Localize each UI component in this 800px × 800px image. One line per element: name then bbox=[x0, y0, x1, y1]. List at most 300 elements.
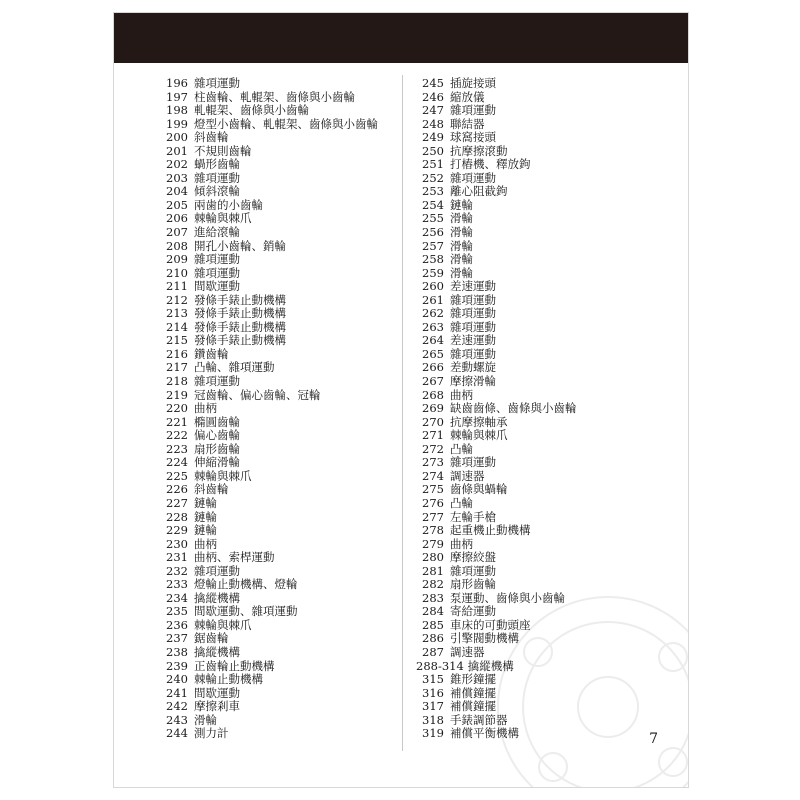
entry-title: 發條手錶止動機構 bbox=[194, 333, 286, 348]
entry-number: 246 bbox=[422, 89, 444, 104]
index-entry bbox=[416, 551, 656, 565]
index-entry bbox=[416, 632, 656, 646]
entry-title: 雜項運動 bbox=[450, 319, 496, 334]
index-entry bbox=[416, 483, 656, 497]
index-entry bbox=[160, 714, 400, 728]
index-entry bbox=[160, 443, 400, 457]
entry-title: 球窩接頭 bbox=[450, 130, 496, 145]
entry-title: 差速運動 bbox=[450, 279, 496, 294]
entry-number: 265 bbox=[422, 346, 444, 361]
entry-title: 雜項運動 bbox=[450, 170, 496, 185]
entry-number: 242 bbox=[166, 699, 188, 714]
entry-title: 雜項運動 bbox=[450, 346, 496, 361]
entry-title: 摩擦剎車 bbox=[194, 699, 240, 714]
index-entry bbox=[160, 578, 400, 592]
entry-number: 259 bbox=[422, 265, 444, 280]
entry-title: 錐形鐘擺 bbox=[450, 672, 496, 687]
index-entry bbox=[160, 145, 400, 159]
index-entry bbox=[416, 673, 656, 687]
entry-title: 發條手錶止動機構 bbox=[194, 319, 286, 334]
entry-number: 241 bbox=[166, 685, 188, 700]
index-entry bbox=[160, 619, 400, 633]
index-entry bbox=[416, 646, 656, 660]
index-entry bbox=[160, 104, 400, 118]
index-column-left bbox=[160, 77, 400, 741]
index-entry bbox=[416, 524, 656, 538]
index-entry bbox=[416, 307, 656, 321]
entry-number: 282 bbox=[422, 577, 444, 592]
entry-title: 引擎閥動機構 bbox=[450, 631, 519, 646]
entry-number: 256 bbox=[422, 225, 444, 240]
index-entry bbox=[416, 429, 656, 443]
index-entry bbox=[160, 158, 400, 172]
index-entry bbox=[416, 280, 656, 294]
entry-title: 抗摩擦軸承 bbox=[450, 414, 508, 429]
entry-title: 鏈輪 bbox=[194, 523, 217, 538]
index-entry bbox=[160, 185, 400, 199]
entry-number: 316 bbox=[422, 685, 444, 700]
index-entry bbox=[416, 294, 656, 308]
index-entry bbox=[160, 118, 400, 132]
entry-number: 204 bbox=[166, 184, 188, 199]
index-entry bbox=[160, 402, 400, 416]
index-entry bbox=[416, 619, 656, 633]
entry-number: 249 bbox=[422, 130, 444, 145]
index-entry bbox=[416, 145, 656, 159]
entry-number: 208 bbox=[166, 238, 188, 253]
index-entry bbox=[416, 497, 656, 511]
entry-title: 測力計 bbox=[194, 726, 229, 741]
entry-number: 226 bbox=[166, 482, 188, 497]
entry-title: 發條手錶止動機構 bbox=[194, 292, 286, 307]
index-entry bbox=[160, 646, 400, 660]
entry-title: 扇形齒輪 bbox=[194, 441, 240, 456]
entry-number: 315 bbox=[422, 672, 444, 687]
entry-title: 雜項運動 bbox=[194, 374, 240, 389]
entry-number: 231 bbox=[166, 550, 188, 565]
entry-number: 278 bbox=[422, 523, 444, 538]
index-entry bbox=[160, 361, 400, 375]
entry-number: 273 bbox=[422, 455, 444, 470]
index-entry bbox=[160, 511, 400, 525]
index-entry bbox=[160, 524, 400, 538]
index-entry bbox=[416, 334, 656, 348]
index-entry bbox=[416, 77, 656, 91]
entry-title: 蝸形齒輪 bbox=[194, 157, 240, 172]
index-entry bbox=[416, 240, 656, 254]
index-entry bbox=[416, 456, 656, 470]
entry-number: 258 bbox=[422, 252, 444, 267]
entry-title: 軋輥架、齒條與小齒輪 bbox=[194, 103, 309, 118]
index-entry bbox=[160, 321, 400, 335]
index-entry bbox=[160, 538, 400, 552]
index-entry bbox=[160, 240, 400, 254]
index-entry bbox=[160, 375, 400, 389]
index-entry bbox=[416, 212, 656, 226]
header-bar bbox=[114, 13, 688, 63]
index-entry bbox=[160, 700, 400, 714]
entry-number: 240 bbox=[166, 672, 188, 687]
entry-title: 鑽齒輪 bbox=[194, 346, 229, 361]
entry-title: 橢圓齒輪 bbox=[194, 414, 240, 429]
entry-title: 左輪手槍 bbox=[450, 509, 496, 524]
index-entry bbox=[416, 578, 656, 592]
entry-title: 雜項運動 bbox=[194, 76, 240, 90]
index-entry bbox=[160, 91, 400, 105]
index-entry bbox=[416, 375, 656, 389]
entry-number: 221 bbox=[166, 414, 188, 429]
entry-title: 打樁機、釋放鉤 bbox=[450, 157, 531, 172]
entry-title: 燈輪止動機構、燈輪 bbox=[194, 577, 298, 592]
entry-title: 凸輪 bbox=[450, 441, 473, 456]
entry-title: 鏈輪 bbox=[450, 197, 473, 212]
entry-title: 雜項運動 bbox=[194, 563, 240, 578]
entry-number: 228 bbox=[166, 509, 188, 524]
entry-title: 擒縱機構 bbox=[194, 644, 240, 659]
entry-number: 281 bbox=[422, 563, 444, 578]
index-entry bbox=[416, 389, 656, 403]
entry-title: 插旋接頭 bbox=[450, 76, 496, 90]
entry-title: 滑輪 bbox=[450, 225, 473, 240]
index-entry bbox=[416, 402, 656, 416]
entry-title: 雜項運動 bbox=[450, 103, 496, 118]
entry-number: 287 bbox=[422, 644, 444, 659]
entry-title: 發條手錶止動機構 bbox=[194, 306, 286, 321]
index-entry bbox=[160, 687, 400, 701]
entry-number: 220 bbox=[166, 401, 188, 416]
entry-number: 266 bbox=[422, 360, 444, 375]
index-entry bbox=[416, 565, 656, 579]
entry-number: 210 bbox=[166, 265, 188, 280]
index-entry bbox=[416, 91, 656, 105]
entry-title: 滑輪 bbox=[450, 265, 473, 280]
entry-number: 285 bbox=[422, 617, 444, 632]
entry-number: 227 bbox=[166, 495, 188, 510]
entry-number: 206 bbox=[166, 211, 188, 226]
index-entry bbox=[160, 348, 400, 362]
index-entry bbox=[160, 456, 400, 470]
entry-title: 手錶調節器 bbox=[450, 712, 508, 727]
entry-number: 279 bbox=[422, 536, 444, 551]
entry-number: 319 bbox=[422, 726, 444, 741]
entry-title: 滑輪 bbox=[450, 211, 473, 226]
entry-title: 冠齒輪、偏心齒輪、冠輪 bbox=[194, 387, 321, 402]
entry-number: 254 bbox=[422, 197, 444, 212]
index-entry bbox=[160, 307, 400, 321]
entry-title: 進給滾輪 bbox=[194, 225, 240, 240]
entry-number: 237 bbox=[166, 631, 188, 646]
entry-number: 260 bbox=[422, 279, 444, 294]
entry-number: 267 bbox=[422, 374, 444, 389]
index-entry bbox=[160, 632, 400, 646]
entry-title: 擒縱機構 bbox=[194, 590, 240, 605]
index-entry bbox=[160, 389, 400, 403]
index-entry bbox=[160, 551, 400, 565]
entry-number: 202 bbox=[166, 157, 188, 172]
entry-number: 255 bbox=[422, 211, 444, 226]
entry-title: 補償平衡機構 bbox=[450, 726, 519, 741]
entry-title: 聯結器 bbox=[450, 116, 485, 131]
entry-title: 鋸齒輪 bbox=[194, 631, 229, 646]
entry-number: 275 bbox=[422, 482, 444, 497]
entry-title: 間歇運動 bbox=[194, 279, 240, 294]
entry-number: 223 bbox=[166, 441, 188, 456]
entry-title: 正齒輪止動機構 bbox=[194, 658, 275, 673]
entry-number: 252 bbox=[422, 170, 444, 185]
entry-title: 曲柄 bbox=[450, 387, 473, 402]
entry-number: 209 bbox=[166, 252, 188, 267]
entry-title: 泵運動、齒條與小齒輪 bbox=[450, 590, 565, 605]
entry-title: 棘輪與棘爪 bbox=[450, 428, 508, 443]
entry-title: 偏心齒輪 bbox=[194, 428, 240, 443]
index-entry bbox=[160, 226, 400, 240]
entry-number: 269 bbox=[422, 401, 444, 416]
entry-number: 230 bbox=[166, 536, 188, 551]
book-page bbox=[113, 12, 689, 788]
entry-number: 199 bbox=[166, 116, 188, 131]
entry-number: 222 bbox=[166, 428, 188, 443]
entry-title: 開孔小齒輪、銷輪 bbox=[194, 238, 286, 253]
entry-number: 213 bbox=[166, 306, 188, 321]
index-entry bbox=[416, 253, 656, 267]
entry-title: 棘輪與棘爪 bbox=[194, 211, 252, 226]
entry-title: 雜項運動 bbox=[450, 455, 496, 470]
entry-number: 277 bbox=[422, 509, 444, 524]
index-entry bbox=[160, 334, 400, 348]
entry-title: 補償鐘擺 bbox=[450, 685, 496, 700]
entry-title: 鏈輪 bbox=[194, 495, 217, 510]
entry-title: 差動螺旋 bbox=[450, 360, 496, 375]
entry-title: 曲柄 bbox=[450, 536, 473, 551]
entry-title: 起重機止動機構 bbox=[450, 523, 531, 538]
entry-title: 斜齒輪 bbox=[194, 482, 229, 497]
index-entry bbox=[416, 104, 656, 118]
entry-number: 271 bbox=[422, 428, 444, 443]
entry-number: 197 bbox=[166, 89, 188, 104]
entry-number: 211 bbox=[166, 279, 188, 294]
index-entry bbox=[416, 714, 656, 728]
entry-number: 225 bbox=[166, 468, 188, 483]
entry-title: 鏈輪 bbox=[194, 509, 217, 524]
entry-number: 232 bbox=[166, 563, 188, 578]
entry-title: 離心阻截鉤 bbox=[450, 184, 508, 199]
entry-number: 257 bbox=[422, 238, 444, 253]
entry-title: 雜項運動 bbox=[450, 306, 496, 321]
entry-title: 補償鐘擺 bbox=[450, 699, 496, 714]
entry-title: 棘輪與棘爪 bbox=[194, 468, 252, 483]
entry-number: 214 bbox=[166, 319, 188, 334]
entry-number: 318 bbox=[422, 712, 444, 727]
entry-title: 燈型小齒輪、軋輥架、齒條與小齒輪 bbox=[194, 116, 378, 131]
entry-number: 234 bbox=[166, 590, 188, 605]
index-entry bbox=[160, 294, 400, 308]
index-entry bbox=[160, 267, 400, 281]
entry-title: 曲柄 bbox=[194, 401, 217, 416]
index-entry bbox=[416, 321, 656, 335]
entry-title: 斜齒輪 bbox=[194, 130, 229, 145]
entry-title: 棘輪止動機構 bbox=[194, 672, 263, 687]
entry-title: 雜項運動 bbox=[450, 292, 496, 307]
index-entry bbox=[160, 429, 400, 443]
index-entry bbox=[160, 727, 400, 741]
index-entry bbox=[416, 226, 656, 240]
entry-title: 雜項運動 bbox=[194, 265, 240, 280]
entry-number: 198 bbox=[166, 103, 188, 118]
entry-number: 238 bbox=[166, 644, 188, 659]
entry-number: 286 bbox=[422, 631, 444, 646]
entry-number: 280 bbox=[422, 550, 444, 565]
entry-title: 抗摩擦滾動 bbox=[450, 143, 508, 158]
index-entry bbox=[416, 511, 656, 525]
index-entry bbox=[416, 700, 656, 714]
entry-title: 雜項運動 bbox=[450, 563, 496, 578]
index-entry bbox=[416, 416, 656, 430]
index-entry bbox=[416, 592, 656, 606]
entry-title: 雜項運動 bbox=[194, 170, 240, 185]
entry-title: 兩歯的小齒輪 bbox=[194, 197, 263, 212]
entry-number: 253 bbox=[422, 184, 444, 199]
index-entry bbox=[416, 131, 656, 145]
entry-title: 寄給運動 bbox=[450, 604, 496, 619]
index-entry bbox=[416, 172, 656, 186]
entry-number: 239 bbox=[166, 658, 188, 673]
index-entry bbox=[160, 660, 400, 674]
index-entry bbox=[416, 118, 656, 132]
index-entry bbox=[416, 185, 656, 199]
entry-title: 摩擦絞盤 bbox=[450, 550, 496, 565]
entry-number: 218 bbox=[166, 374, 188, 389]
entry-number: 247 bbox=[422, 103, 444, 118]
index-entry bbox=[160, 131, 400, 145]
entry-number: 270 bbox=[422, 414, 444, 429]
entry-number: 264 bbox=[422, 333, 444, 348]
index-entry bbox=[160, 172, 400, 186]
entry-number: 229 bbox=[166, 523, 188, 538]
entry-number: 236 bbox=[166, 617, 188, 632]
index-entry bbox=[160, 253, 400, 267]
entry-title: 滑輪 bbox=[450, 252, 473, 267]
entry-number: 243 bbox=[166, 712, 188, 727]
entry-number: 288-314 bbox=[416, 658, 464, 673]
index-entry bbox=[416, 727, 656, 741]
entry-number: 250 bbox=[422, 143, 444, 158]
entry-number: 233 bbox=[166, 577, 188, 592]
entry-title: 車床的可動頭座 bbox=[450, 617, 531, 632]
entry-number: 251 bbox=[422, 157, 444, 172]
index-entry bbox=[160, 673, 400, 687]
index-entry bbox=[160, 470, 400, 484]
column-divider bbox=[402, 75, 403, 751]
index-entry bbox=[416, 605, 656, 619]
entry-number: 216 bbox=[166, 346, 188, 361]
entry-number: 248 bbox=[422, 116, 444, 131]
entry-number: 283 bbox=[422, 590, 444, 605]
index-entry bbox=[160, 199, 400, 213]
entry-number: 317 bbox=[422, 699, 444, 714]
entry-title: 間歇運動 bbox=[194, 685, 240, 700]
entry-number: 263 bbox=[422, 319, 444, 334]
entry-title: 縮放儀 bbox=[450, 89, 485, 104]
index-entry bbox=[160, 212, 400, 226]
entry-title: 伸縮滑輪 bbox=[194, 455, 240, 470]
entry-number: 261 bbox=[422, 292, 444, 307]
index-entry bbox=[416, 687, 656, 701]
index-entry bbox=[416, 361, 656, 375]
entry-title: 柱齒輪、軋輥架、齒條與小齒輪 bbox=[194, 89, 355, 104]
entry-number: 235 bbox=[166, 604, 188, 619]
index-entry bbox=[416, 199, 656, 213]
entry-number: 274 bbox=[422, 468, 444, 483]
entry-number: 262 bbox=[422, 306, 444, 321]
entry-title: 曲柄 bbox=[194, 536, 217, 551]
entry-title: 齒條與蝸輪 bbox=[450, 482, 508, 497]
entry-title: 滑輪 bbox=[194, 712, 217, 727]
index-entry bbox=[416, 660, 656, 674]
entry-number: 245 bbox=[422, 76, 444, 90]
entry-title: 雜項運動 bbox=[194, 252, 240, 267]
entry-title: 扇形齒輪 bbox=[450, 577, 496, 592]
entry-title: 滑輪 bbox=[450, 238, 473, 253]
index-entry bbox=[416, 470, 656, 484]
index-entry bbox=[160, 416, 400, 430]
index-entry bbox=[160, 592, 400, 606]
entry-number: 196 bbox=[166, 76, 188, 90]
entry-title: 凸輪 bbox=[450, 495, 473, 510]
entry-title: 不規則齒輪 bbox=[194, 143, 252, 158]
entry-number: 276 bbox=[422, 495, 444, 510]
entry-title: 傾斜滾輪 bbox=[194, 184, 240, 199]
entry-number: 284 bbox=[422, 604, 444, 619]
entry-title: 間歇運動、雜項運動 bbox=[194, 604, 298, 619]
index-entry bbox=[160, 483, 400, 497]
index-entry bbox=[416, 348, 656, 362]
entry-title: 曲柄、索桿運動 bbox=[194, 550, 275, 565]
entry-number: 207 bbox=[166, 225, 188, 240]
entry-number: 200 bbox=[166, 130, 188, 145]
entry-title: 摩擦滑輪 bbox=[450, 374, 496, 389]
entry-title: 凸輪、雜項運動 bbox=[194, 360, 275, 375]
entry-number: 217 bbox=[166, 360, 188, 375]
entry-title: 調速器 bbox=[450, 468, 485, 483]
entry-number: 224 bbox=[166, 455, 188, 470]
entry-number: 201 bbox=[166, 143, 188, 158]
entry-title: 擒縱機構 bbox=[467, 658, 514, 673]
index-entry bbox=[416, 267, 656, 281]
index-entry bbox=[416, 158, 656, 172]
entry-number: 268 bbox=[422, 387, 444, 402]
entry-number: 212 bbox=[166, 292, 188, 307]
index-entry bbox=[160, 565, 400, 579]
entry-number: 244 bbox=[166, 726, 188, 741]
entry-title: 調速器 bbox=[450, 644, 485, 659]
index-entry bbox=[160, 497, 400, 511]
index-column-right bbox=[416, 77, 656, 741]
entry-title: 缺齒齒條、齒條與小齒輪 bbox=[450, 401, 577, 416]
entry-number: 215 bbox=[166, 333, 188, 348]
index-entry bbox=[416, 443, 656, 457]
entry-number: 203 bbox=[166, 170, 188, 185]
page-number: 7 bbox=[649, 731, 658, 747]
index-entry bbox=[416, 538, 656, 552]
entry-title: 差速運動 bbox=[450, 333, 496, 348]
entry-number: 272 bbox=[422, 441, 444, 456]
entry-number: 219 bbox=[166, 387, 188, 402]
index-entry bbox=[160, 280, 400, 294]
entry-title: 棘輪與棘爪 bbox=[194, 617, 252, 632]
entry-number: 205 bbox=[166, 197, 188, 212]
index-entry bbox=[160, 605, 400, 619]
index-entry bbox=[160, 77, 400, 91]
